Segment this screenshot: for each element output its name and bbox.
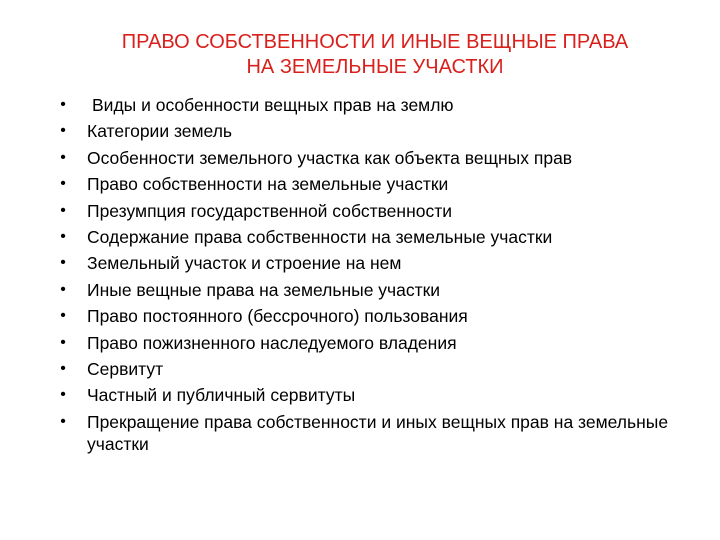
list-item: [56, 356, 676, 382]
bullet-icon: •: [60, 228, 66, 246]
list-item-text: Частный и публичный сервитуты: [87, 385, 356, 406]
list-item: [56, 330, 676, 356]
list-item-text: Сервитут: [87, 359, 164, 380]
bullet-icon: •: [60, 122, 66, 140]
bullet-icon: •: [60, 386, 66, 404]
list-item-text: Земельный участок и строение на нем: [87, 253, 402, 274]
list-item: [56, 198, 676, 224]
bullet-icon: •: [60, 96, 66, 113]
list-item-text: Категории земель: [87, 121, 233, 142]
list-item: [56, 409, 676, 455]
bullet-icon: •: [60, 201, 66, 219]
list-item: [56, 382, 676, 408]
bullet-icon: •: [60, 412, 66, 430]
bullet-icon: •: [60, 280, 66, 298]
list-item-text: Иные вещные права на земельные участки: [87, 279, 441, 300]
list-item: [56, 250, 676, 276]
slide-title: [100, 30, 650, 80]
list-item-text: Право пожизненного наследуемого владения: [87, 332, 457, 353]
list-item-text: Презумпция государственной собственности: [87, 200, 453, 221]
list-item-text: Право постоянного (бессрочного) пользования: [87, 306, 468, 327]
bullet-icon: •: [60, 254, 66, 272]
bullet-icon: •: [60, 333, 66, 351]
list-item-text: Особенности земельного участка как объекта вещных прав: [87, 147, 573, 168]
list-item: [56, 224, 676, 250]
list-item: [56, 303, 676, 329]
slide-title-line-2: НА ЗЕМЕЛЬНЫЕ УЧАСТКИ: [246, 56, 504, 78]
slide-title-line-1: ПРАВО СОБСТВЕННОСТИ И ИНЫЕ ВЕЩНЫЕ ПРАВА: [121, 31, 629, 53]
list-item: [56, 171, 676, 197]
bullet-icon: •: [60, 307, 66, 325]
list-item: [56, 118, 676, 144]
list-item: [56, 145, 676, 171]
bullet-icon: •: [60, 360, 66, 378]
list-item-text: Прекращение права собственности и иных вещных прав на земельные участки: [87, 411, 669, 454]
bullet-icon: •: [60, 148, 66, 166]
list-item-text: Право собственности на земельные участки: [87, 174, 449, 195]
list-item-text: Содержание права собственности на земельные участки: [87, 227, 553, 248]
list-item: [56, 92, 676, 118]
list-item: [56, 277, 676, 303]
bullet-list: [56, 92, 676, 455]
list-item-text: Виды и особенности вещных прав на землю: [92, 95, 454, 115]
bullet-icon: •: [60, 175, 66, 193]
